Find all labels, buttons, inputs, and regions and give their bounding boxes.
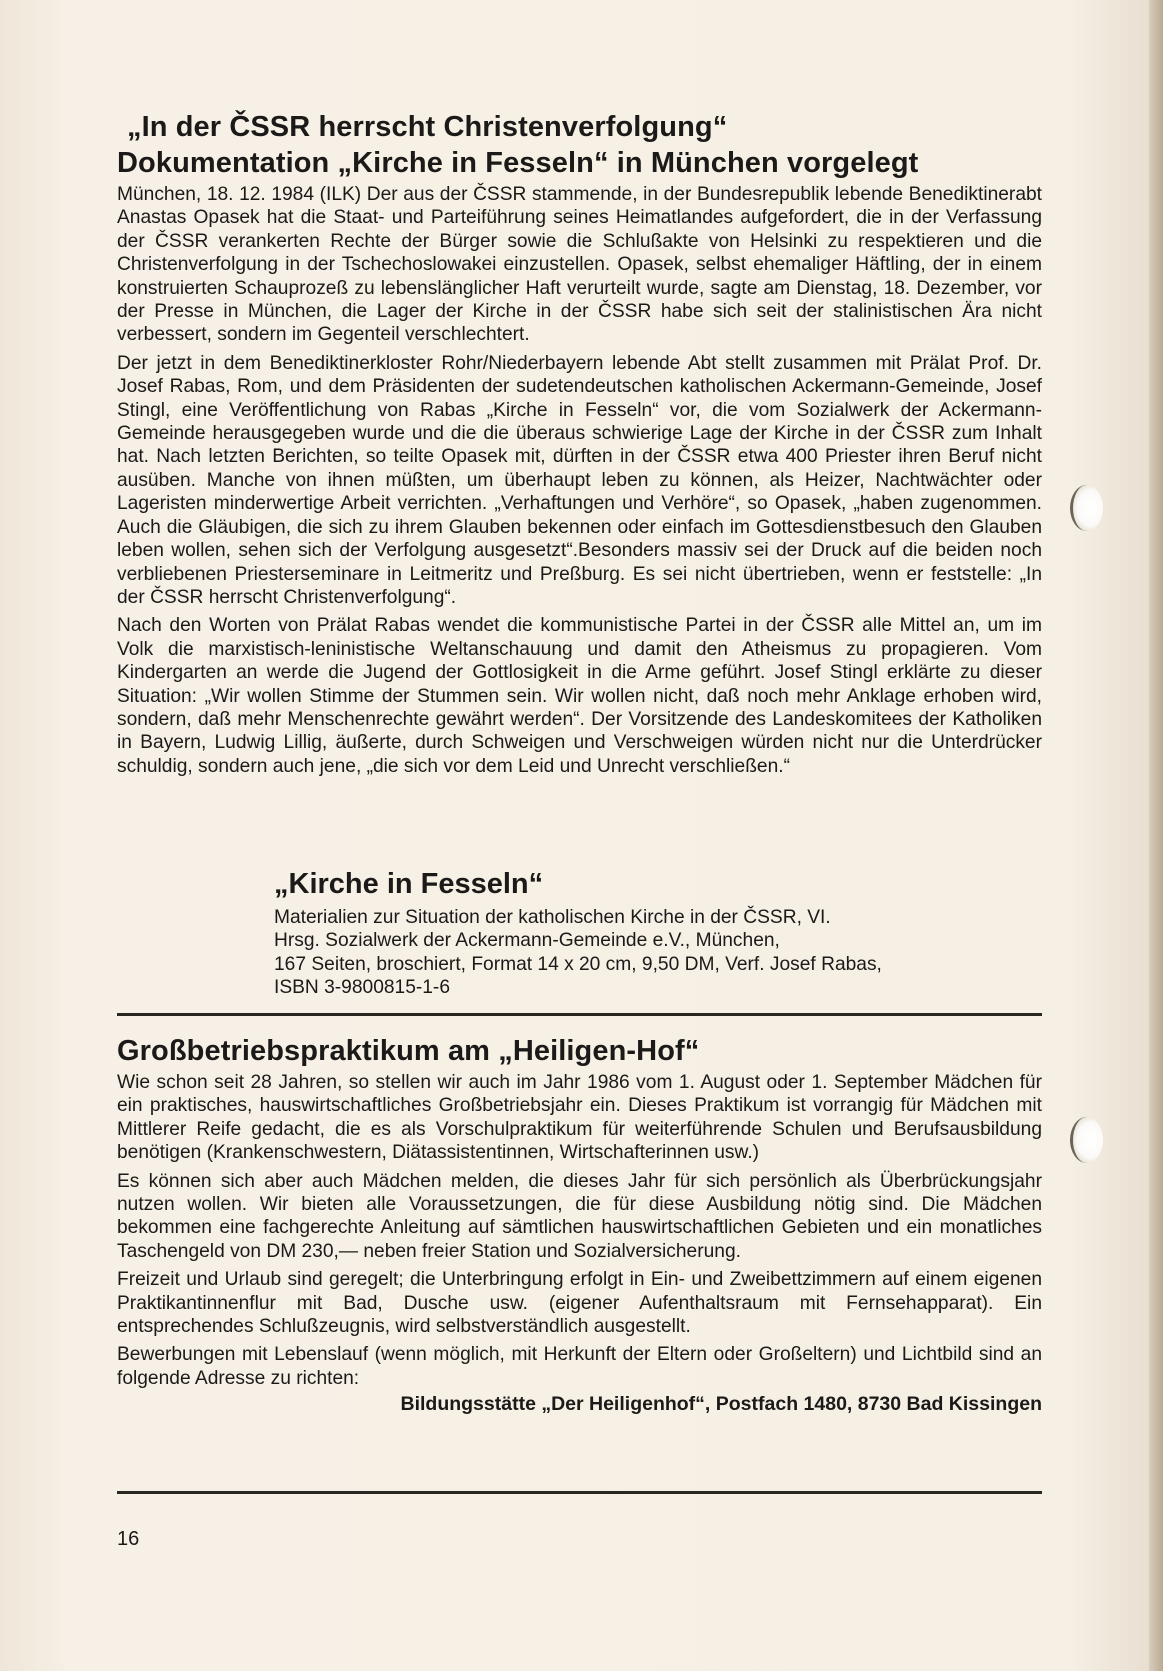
article-grossbetriebspraktikum: [117, 1033, 1042, 1416]
article-subheadline: Dokumentation „Kirche in Fesseln“ in München vorgelegt: [117, 147, 919, 179]
book-detail-line: Hrsg. Sozialwerk der Ackermann-Gemeinde e.V., München,: [274, 930, 780, 952]
book-isbn: ISBN 3-9800815-1-6: [274, 977, 450, 999]
article-paragraph: Nach den Worten von Prälat Rabas wendet die kommunistische Partei in der ČSSR alle Mittel an, um im Volk die marxistisch-leninistische Weltanschauung und damit den Atheismus zu propagieren. Vom Kindergarten an werde die Jugend der Gottlosigkeit in die Arme geführt. Josef Stingl erklärte zu dieser Situation: „Wir wollen Stimme der Stummen sein. Wir wollen nicht, daß noch mehr Anklage erhoben wird, sondern, daß mehr Menschenrechte gewährt werden“. Der Vorsitzende des Landeskomitees der Katholiken in Bayern, Ludwig Lillig, äußerte, durch Schweigen und Verschweigen würden nicht nur die Unterdrücker schuldig, sondern auch jene, „die sich vor dem Leid und Unrecht verschließen.“: [117, 615, 1042, 777]
punch-hole-bottom: [1070, 1117, 1103, 1163]
article-paragraph: Wie schon seit 28 Jahren, so stellen wir auch im Jahr 1986 vom 1. August oder 1. September Mädchen für ein praktisches, hauswirtschaftliches Großbetriebsjahr ein. Dieses Praktikum ist vorrangig für Mädchen mit Mittlerer Reife gedacht, die es als Vorschulpraktikum für weiterführende Schulen und Berufsausbildung benötigen (Krankenschwestern, Diätassistentinnen, Wirtschafterinnen usw.): [117, 1072, 1042, 1164]
punch-hole-top: [1070, 485, 1103, 531]
article-paragraph: Freizeit und Urlaub sind geregelt; die Unterbringung erfolgt in Ein- und Zweibettzimmern auf einem eigenen Praktikantinnenflur mit Bad, Dusche usw. (eigener Aufenthaltsraum mit Fernsehapparat). Ein entsprechendes Schlußzeugnis, wird selbstverständlich ausgestellt.: [117, 1269, 1042, 1338]
article-paragraph: Der jetzt in dem Benediktinerkloster Rohr/Niederbayern lebende Abt stellt zusammen mit Prälat Prof. Dr. Josef Rabas, Rom, und dem Präsidenten der sudetendeutschen katholischen Ackermann-Gemeinde, Josef Stingl, eine Veröffentlichung von Rabas „Kirche in Fesseln“ vor, die vom Sozialwerk der Ackermann-Gemeinde herausgegeben wurde und die die überaus schwierige Lage der Kirche in der ČSSR zum Inhalt hat. Nach letzten Berichten, so teilte Opasek mit, dürften in der ČSSR etwa 400 Priester ihren Beruf nicht ausüben. Manche von ihnen müßten, um überhaupt leben zu können, als Heizer, Nachtwächter oder Lageristen minderwertige Arbeit verrichten. „Verhaftungen und Verhöre“, so Opasek, „haben zugenommen. Auch die Gläubigen, die sich zu ihrem Glauben bekennen oder einfach im Gottesdienstbesuch den Glauben leben wollen, sehen sich der Verfolgung ausgesetzt“.Besonders massiv sei der Druck auf die beiden noch verbliebenen Priesterseminare in Leitmeritz und Preßburg. Es sei nicht übertrieben, wenn er feststelle: „In der ČSSR herrscht Christenverfolgung“.: [117, 352, 1042, 608]
article-paragraph: Es können sich aber auch Mädchen melden, die dieses Jahr für sich persönlich als Überbrückungsjahr nutzen wollen. Wir bieten alle Voraussetzungen, die für diese Ausbildung nötig sind. Die Mädchen bekommen eine fachgerechte Anleitung auf sämtlichen hauswirtschaftlichen Gebieten und ein monatliches Taschengeld von DM 230,— neben freier Station und Sozialversicherung.: [117, 1170, 1042, 1262]
article-headline: Großbetriebspraktikum am „Heiligen-Hof“: [117, 1035, 700, 1067]
book-detail-line: 167 Seiten, broschiert, Format 14 x 20 cm, 9,50 DM, Verf. Josef Rabas,: [274, 953, 882, 975]
section-divider-bottom: [117, 1491, 1042, 1494]
page-edge: [1149, 0, 1163, 1671]
article-headline: „In der ČSSR herrscht Christenverfolgung“: [127, 111, 728, 143]
article-paragraph: Bewerbungen mit Lebenslauf (wenn möglich, mit Herkunft der Eltern oder Großeltern) und Lichtbild sind an folgende Adresse zu richten:: [117, 1344, 1042, 1389]
article-paragraph: München, 18. 12. 1984 (ILK) Der aus der ČSSR stammende, in der Bundesrepublik lebende Benediktinerabt Anastas Opasek hat die Staat- und Parteiführung seines Heimatlandes aufgefordert, die in der Verfassung der ČSSR verankerten Rechte der Bürger sowie die Schlußakte von Helsinki zu respektieren und die Christenverfolgung in der Tschechoslowakei einzustellen. Opasek, selbst ehemaliger Häftling, der in einem konstruierten Schauprozeß zu lebenslänglicher Haft verurteilt wurde, sagte am Dienstag, 18. Dezember, vor der Presse in München, die Lager der Kirche in der ČSSR habe sich seit der stalinistischen Ära nicht verbessert, sondern im Gegenteil verschlechtert.: [117, 184, 1042, 346]
contact-address: Bildungsstätte „Der Heiligenhof“, Postfach 1480, 8730 Bad Kissingen: [400, 1393, 1042, 1416]
article-christenverfolgung: [117, 109, 1042, 783]
book-notice: [274, 866, 994, 1000]
book-detail-line: Materialien zur Situation der katholischen Kirche in der ČSSR, VI.: [274, 907, 831, 928]
section-divider: [117, 1013, 1042, 1016]
page-number: 16: [117, 1528, 140, 1550]
book-title: „Kirche in Fesseln“: [274, 868, 544, 900]
